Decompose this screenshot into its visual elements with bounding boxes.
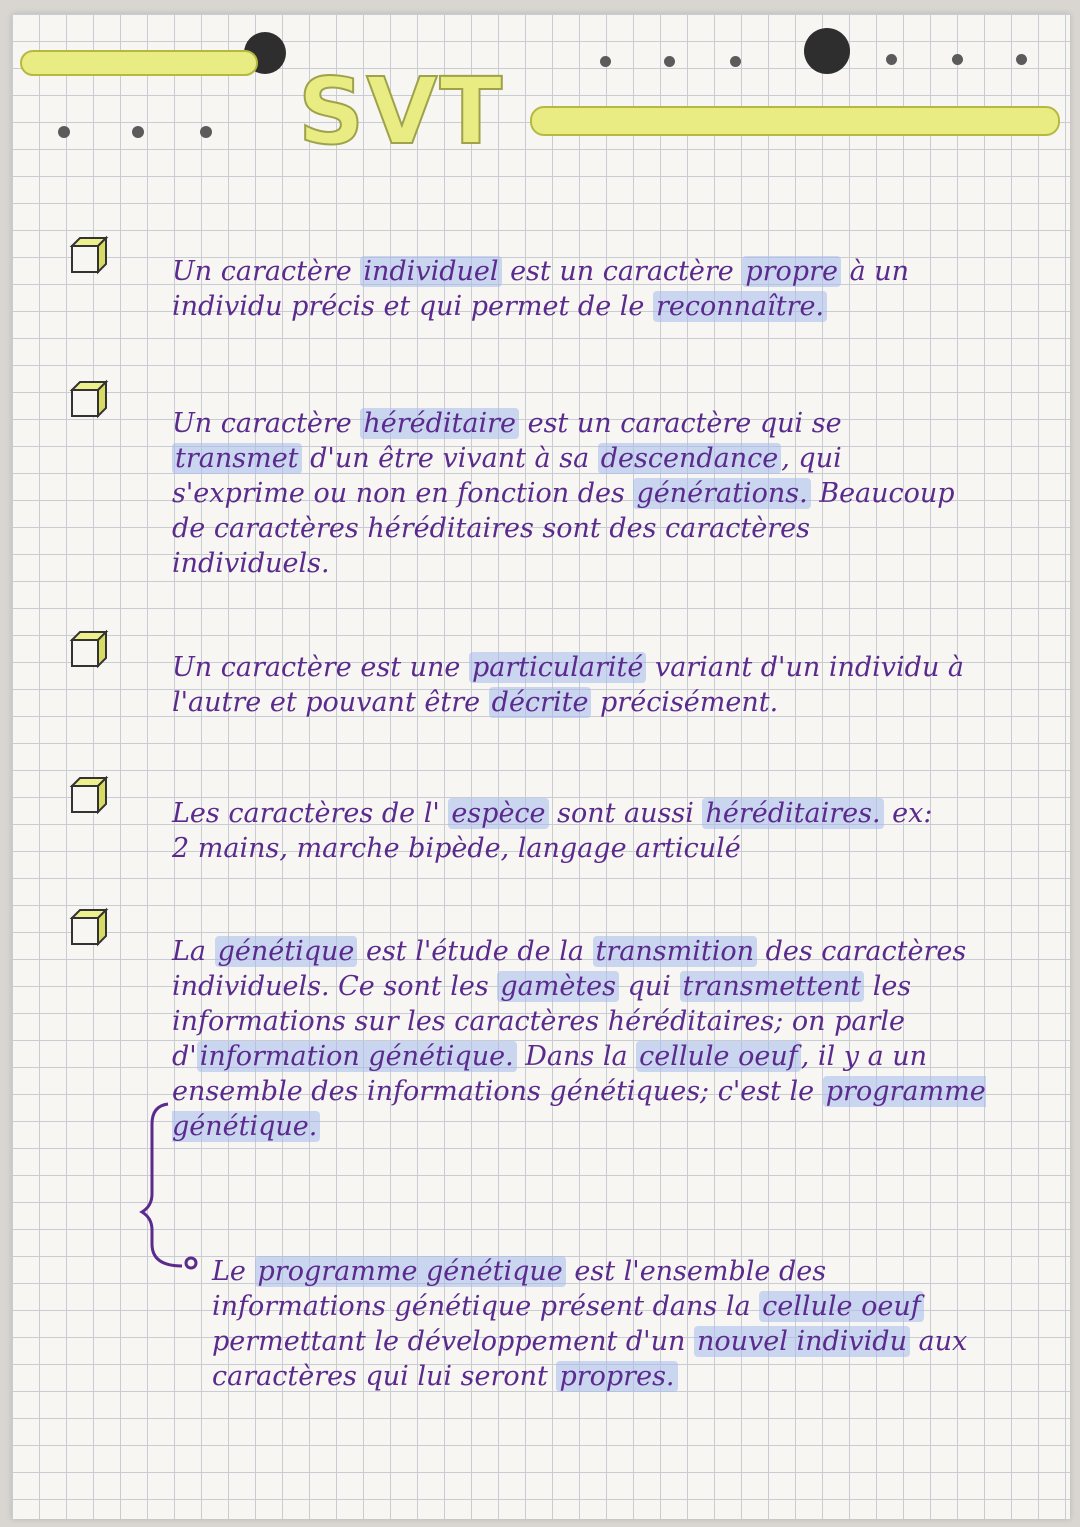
text-run: Dans la xyxy=(516,1041,637,1072)
punch-hole xyxy=(1016,54,1027,65)
highlighted-term: information génétique. xyxy=(197,1041,517,1072)
definition-paragraph xyxy=(172,934,992,1144)
highlighted-term: transmettent xyxy=(680,971,865,1002)
text-run: Un caractère xyxy=(172,256,361,287)
highlighted-term: héréditaires. xyxy=(702,798,883,829)
highlighted-term: propre xyxy=(742,256,841,287)
cube-icon xyxy=(66,904,112,950)
highlighted-term: nouvel individu xyxy=(694,1326,910,1357)
punch-hole xyxy=(600,56,611,67)
text-run: , qui s'exprime ou non en fonction des xyxy=(172,443,842,509)
text-run: précisément. xyxy=(591,687,779,718)
text-run: est l'étude de la xyxy=(357,936,593,967)
punch-hole xyxy=(132,126,144,138)
definition-paragraph xyxy=(172,796,952,866)
cube-icon xyxy=(66,772,112,818)
text-run: est un caractère qui se xyxy=(519,408,842,439)
highlighted-term: génétique xyxy=(215,936,358,967)
text-run: les informations sur les caractères héréditaires; on parle d' xyxy=(172,971,912,1072)
text-run: Le xyxy=(212,1256,255,1287)
highlighted-term: héréditaire xyxy=(360,408,519,439)
text-run: aux caractères qui lui seront xyxy=(212,1326,968,1392)
text-run: , il y a un ensemble des informations génétiques; c'est le xyxy=(172,1041,928,1107)
cube-icon xyxy=(66,376,112,422)
text-run: La xyxy=(172,936,215,967)
text-run: Beaucoup de caractères héréditaires sont des caractères individuels. xyxy=(172,478,955,579)
page-title: SVT xyxy=(298,58,505,165)
highlighted-term: reconnaître. xyxy=(653,291,827,322)
highlighted-term: individuel xyxy=(360,256,501,287)
highlighted-term: particularité xyxy=(469,652,646,683)
text-run: permettant le développement d'un xyxy=(212,1326,694,1357)
notebook-page xyxy=(12,14,1070,1519)
highlighted-term: programme génétique xyxy=(255,1256,566,1287)
definition-paragraph xyxy=(172,406,972,581)
cube-icon xyxy=(66,626,112,672)
highlighted-term: descendance xyxy=(598,443,781,474)
highlighted-term: cellule oeuf xyxy=(636,1041,801,1072)
text-run: des caractères individuels. Ce sont les xyxy=(172,936,967,1002)
highlighted-term: propres. xyxy=(556,1361,677,1392)
text-run: Un caractère xyxy=(172,408,361,439)
text-run: est l'ensemble des informations génétique présent dans la xyxy=(212,1256,827,1322)
punch-hole xyxy=(952,54,963,65)
punch-hole xyxy=(664,56,675,67)
punch-hole xyxy=(886,54,897,65)
definition-paragraph xyxy=(172,254,972,324)
punch-hole xyxy=(58,126,70,138)
text-run: Les caractères de l' xyxy=(172,798,449,829)
bullet-dot-icon xyxy=(184,1256,198,1270)
text-run: qui xyxy=(619,971,680,1002)
text-run: à un individu précis et qui permet de le xyxy=(172,256,910,322)
highlighted-term: espèce xyxy=(448,798,548,829)
punch-hole xyxy=(804,28,850,74)
highlighted-term: transmition xyxy=(593,936,757,967)
text-run: Un caractère est une xyxy=(172,652,469,683)
title-band-left xyxy=(20,50,258,76)
definition-paragraph xyxy=(172,650,972,720)
highlighted-term: décrite xyxy=(489,687,592,718)
cube-icon xyxy=(66,232,112,278)
text-run: variant d'un individu à l'autre et pouvant être xyxy=(172,652,965,718)
highlighted-term: cellule oeuf xyxy=(759,1291,924,1322)
highlighted-term: gamètes xyxy=(497,971,619,1002)
title-band-right xyxy=(530,106,1060,136)
highlighted-term: transmet xyxy=(172,443,302,474)
punch-hole xyxy=(200,126,212,138)
highlighted-term: générations. xyxy=(633,478,810,509)
text-run: est un caractère xyxy=(501,256,743,287)
text-run: ex: 2 mains, marche bipède, langage articulé xyxy=(172,798,933,864)
punch-hole xyxy=(730,56,741,67)
highlighted-term: programme génétique. xyxy=(172,1076,986,1142)
text-run: sont aussi xyxy=(548,798,703,829)
text-run: d'un être vivant à sa xyxy=(301,443,598,474)
definition-paragraph xyxy=(212,1254,1002,1394)
